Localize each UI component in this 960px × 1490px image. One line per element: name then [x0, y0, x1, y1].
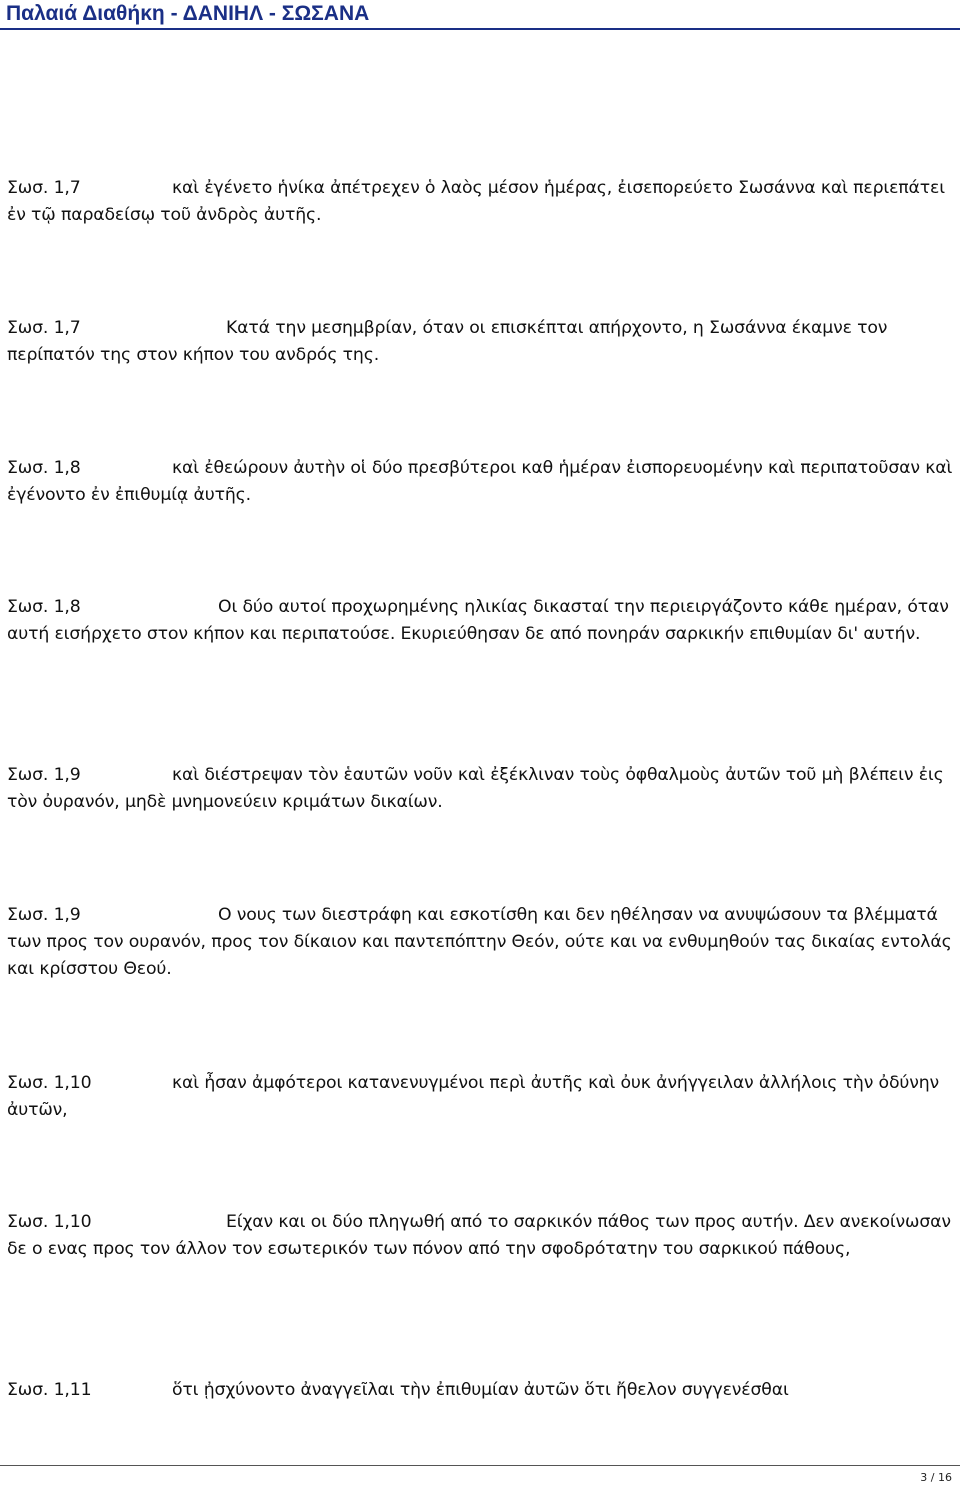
verse-text: Οι δύο αυτοί προχωρημένης ηλικίας δικασταί την περιειργάζοντο κάθε ημέραν, όταν αυτή εισήρχετο στον κήπον και περιπατούσε. Εκυριεύθησαν δε από πονηράν σαρκικήν επιθυμίαν δι' αυτήν. [7, 597, 949, 644]
verse-text: ὅτι ᾐσχύνοντο ἀναγγεῖλαι τὴν ἐπιθυμίαν ἀυτῶν ὅτι ἤθελον συγγενέσθαι [172, 1380, 789, 1400]
verse-block [7, 1209, 955, 1263]
verse-text: καὶ διέστρεψαν τὸν ἑαυτῶν νοῦν καὶ ἐξέκλιναν τοὺς ὀφθαλμοὺς ἀυτῶν τοῦ μὴ βλέπειν ἐις τὸν ὀυρανόν, μηδὲ μνημονεύειν κριμάτων δικαίων. [7, 765, 944, 812]
verse-block [7, 175, 955, 229]
verse-text: Κατά την μεσημβρίαν, όταν οι επισκέπται απήρχοντο, η Σωσάννα έκαμνε τον περίπατόν της στον κήπον του ανδρός της. [7, 318, 888, 365]
page-number: 3 / 16 [920, 1471, 952, 1484]
verse-reference: Σωσ. 1,10 [7, 1073, 92, 1093]
verse-reference: Σωσ. 1,8 [7, 597, 81, 617]
document-title: Παλαιά Διαθήκη - ΔΑΝΙΗΛ - ΣΩΣΑΝΑ [6, 2, 370, 25]
verse-reference: Σωσ. 1,10 [7, 1212, 92, 1232]
verse-text: Είχαν και οι δύο πληγωθή από το σαρκικόν πάθος των προς αυτήν. Δεν ανεκοίνωσαν δε ο ενας προς τον άλλον τον εσωτερικόν των πόνον από την σφοδρότατην του σαρκικού πάθους, [7, 1212, 951, 1259]
verse-text: καὶ ἐγένετο ἡνίκα ἀπέτρεχεν ὁ λαὸς μέσον ἡμέρας, ἐισεπορεύετο Σωσάννα καὶ περιεπάτει ἐν τῷ παραδείσῳ τοῦ ἀνδρὸς ἀυτῆς. [7, 178, 945, 225]
verse-block [7, 1070, 955, 1124]
verse-block [7, 762, 955, 816]
verse-reference: Σωσ. 1,7 [7, 178, 81, 198]
header-divider [0, 28, 960, 30]
document-header [0, 0, 960, 28]
verse-block [7, 315, 955, 369]
footer-divider [0, 1465, 960, 1466]
verse-block [7, 594, 955, 648]
verse-block [7, 1377, 955, 1404]
verse-reference: Σωσ. 1,8 [7, 458, 81, 478]
verse-text: Ο νους των διεστράφη και εσκοτίσθη και δεν ηθέλησαν να ανυψώσουν τα βλέμματά των προς τον ουρανόν, προς τον δίκαιον και παντεπόπτην Θεόν, ούτε και να ενθυμηθούν τας δικαίας εντολάς και κρίσστου Θεού. [7, 905, 952, 979]
verse-reference: Σωσ. 1,11 [7, 1380, 92, 1400]
verse-text: καὶ ἐθεώρουν ἀυτὴν οἱ δύο πρεσβύτεροι καθ ἡμέραν ἐισπορευομένην καὶ περιπατοῦσαν καὶ ἐγένοντο ἐν ἐπιθυμίᾳ ἀυτῆς. [7, 458, 953, 505]
verse-reference: Σωσ. 1,9 [7, 765, 81, 785]
verse-block [7, 455, 955, 509]
verse-reference: Σωσ. 1,7 [7, 318, 81, 338]
verse-text: καὶ ἦσαν ἀμφότεροι κατανενυγμένοι περὶ ἀυτῆς καὶ ὀυκ ἀνήγγειλαν ἀλλήλοις τὴν ὀδύνην ἀυτῶν, [7, 1073, 940, 1120]
verse-block [7, 902, 955, 983]
verse-reference: Σωσ. 1,9 [7, 905, 81, 925]
